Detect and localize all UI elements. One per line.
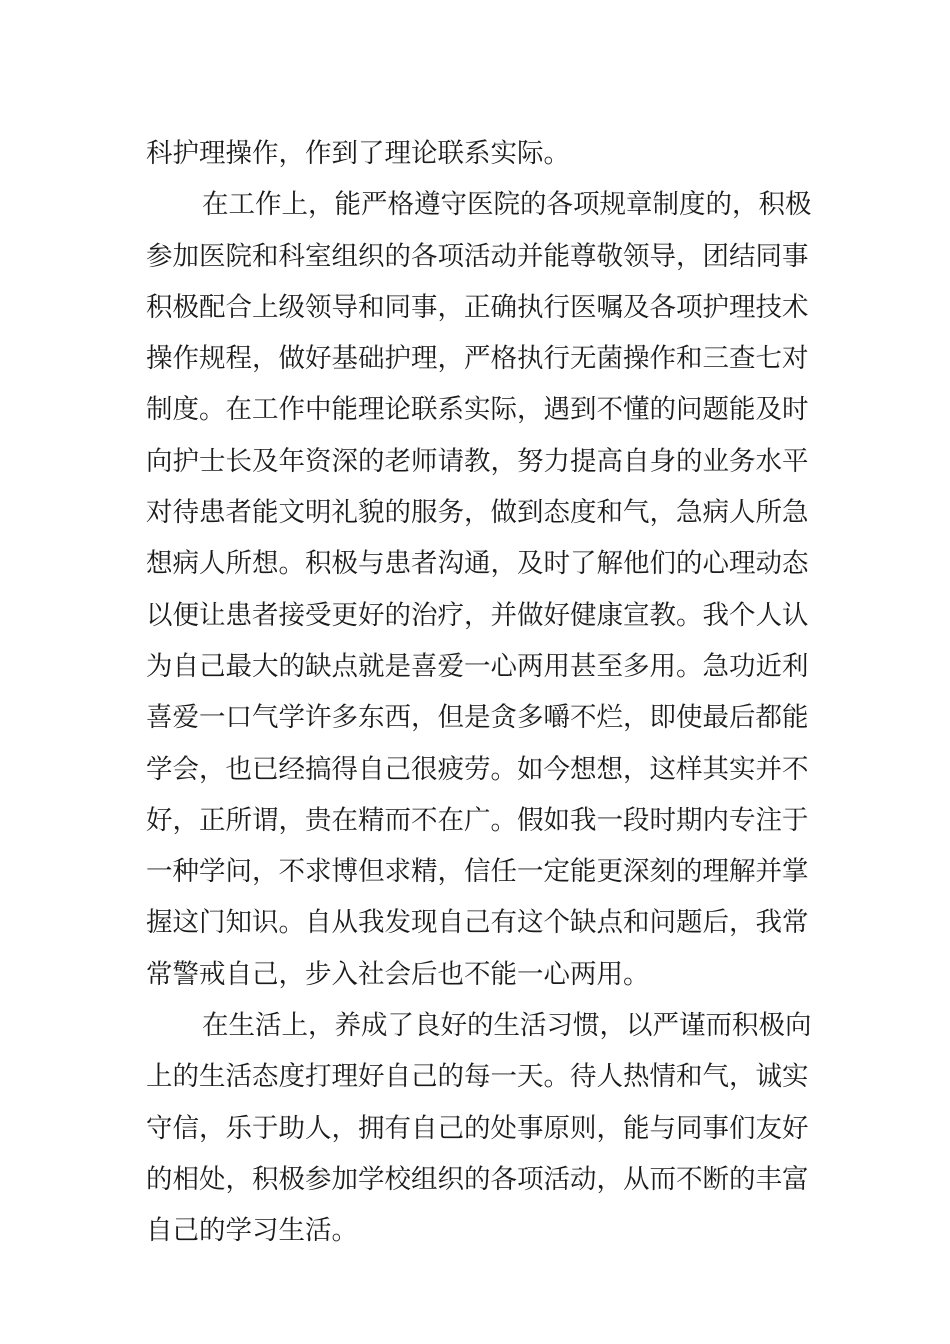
text-line: 好，正所谓，贵在精而不在广。假如我一段时期内专注于	[146, 804, 809, 836]
text-line: 上的生活态度打理好自己的每一天。待人热情和气，诚实	[146, 1061, 809, 1093]
text-line: 积极配合上级领导和同事，正确执行医嘱及各项护理技术	[146, 291, 809, 323]
text-line: 学会，也已经搞得自己很疲劳。如今想想，这样其实并不	[146, 753, 809, 785]
text-line: 自己的学习生活。	[146, 1215, 358, 1247]
text-line: 以便让患者接受更好的治疗，并做好健康宣教。我个人认	[146, 599, 809, 631]
text-line: 在生活上，养成了良好的生活习惯，以严谨而积极向	[202, 1010, 812, 1042]
body-text	[146, 128, 816, 1257]
text-line: 对待患者能文明礼貌的服务，做到态度和气，急病人所急	[146, 497, 809, 529]
text-line: 一种学问，不求博但求精，信任一定能更深刻的理解并掌	[146, 856, 809, 888]
text-line: 参加医院和科室组织的各项活动并能尊敬领导，团结同事	[146, 240, 809, 272]
text-line: 握这门知识。自从我发现自己有这个缺点和问题后，我常	[146, 907, 809, 939]
text-line: 制度。在工作中能理论联系实际，遇到不懂的问题能及时	[146, 394, 809, 426]
text-line: 常警戒自己，步入社会后也不能一心两用。	[146, 958, 650, 990]
text-line: 在工作上，能严格遵守医院的各项规章制度的，积极	[202, 189, 812, 221]
text-line: 向护士长及年资深的老师请教，努力提高自身的业务水平	[146, 445, 809, 477]
text-line: 守信，乐于助人，拥有自己的处事原则，能与同事们友好	[146, 1112, 809, 1144]
text-line: 想病人所想。积极与患者沟通，及时了解他们的心理动态	[146, 548, 809, 580]
text-line: 的相处，积极参加学校组织的各项活动，从而不断的丰富	[146, 1163, 809, 1195]
text-line: 为自己最大的缺点就是喜爱一心两用甚至多用。急功近利	[146, 650, 809, 682]
text-line: 科护理操作，作到了理论联系实际。	[146, 138, 570, 169]
text-line: 喜爱一口气学许多东西，但是贪多嚼不烂，即使最后都能	[146, 702, 809, 734]
text-line: 操作规程，做好基础护理，严格执行无菌操作和三查七对	[146, 343, 809, 375]
